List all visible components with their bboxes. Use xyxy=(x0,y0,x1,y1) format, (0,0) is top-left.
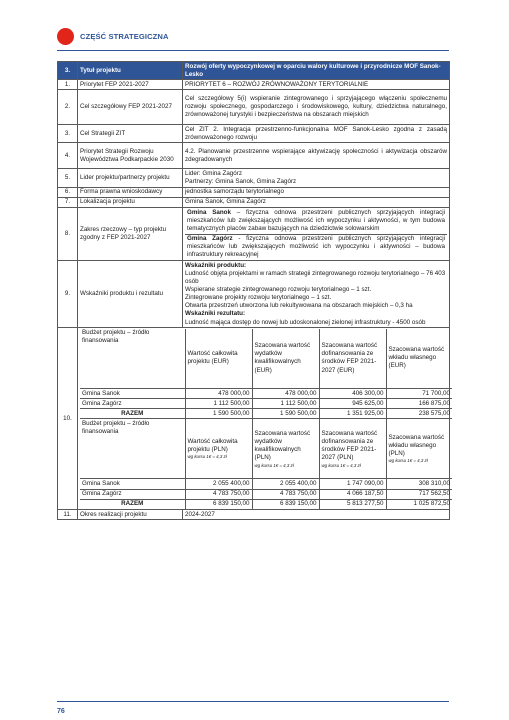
amount: 1 590 500,00 xyxy=(185,409,252,419)
amount: 4 783 750,00 xyxy=(252,489,319,499)
table-row xyxy=(58,80,450,90)
amount: 1 112 500,00 xyxy=(185,399,252,409)
budget-cell xyxy=(78,328,450,510)
row-number: 2. xyxy=(58,90,78,125)
municipality: Gmina Sanok xyxy=(80,479,185,489)
municipality: Gmina Zagórz xyxy=(80,399,185,409)
column-header: Szacowana wartość wkładu własnego (EUR) xyxy=(386,329,452,389)
row-label: Lokalizacja projektu xyxy=(78,197,183,207)
scope-text: – fizyczna odnowa przestrzeni publicznych sprzyjających integracji mieszkańców lub zwiększających możliwość ich wypoczynku i aktywności, w tym budowa tematycznych placów zabaw bazujących na dziedzictwie solowarskim xyxy=(187,208,445,233)
budget-row xyxy=(80,389,452,399)
row-label: Okres realizacji projektu xyxy=(78,510,183,520)
table-row xyxy=(58,510,450,520)
amount: 1 351 925,00 xyxy=(319,409,386,419)
amount: 6 839 150,00 xyxy=(252,499,319,509)
budget-pln-header xyxy=(80,419,452,479)
header-text: Wartość całkowita projektu (PLN) xyxy=(187,438,238,454)
row-value: Gmina Sanok, Gmina Zagórz xyxy=(183,197,450,207)
row-label: Priorytet Strategii Rozwoju Województwa Podkarpackie 2030 xyxy=(78,143,183,169)
row-label: Lider projektu/partnerzy projektu xyxy=(78,169,183,187)
header-rule xyxy=(57,50,449,51)
amount: 4 066 187,50 xyxy=(319,489,386,499)
scope-item xyxy=(185,208,447,234)
row-label: Forma prawna wnioskodawcy xyxy=(78,187,183,197)
table-row xyxy=(58,328,450,510)
row-label: Tytuł projektu xyxy=(78,62,183,80)
product-indicator: Otwarta przestrzeń utworzona lub rekultywowana na obszarach miejskich – 0,3 ha xyxy=(185,302,413,310)
amount: 308 310,00 xyxy=(386,479,452,489)
municipality: Gmina Zagórz xyxy=(80,489,185,499)
amount: 2 055 400,00 xyxy=(185,479,252,489)
column-header xyxy=(386,419,452,479)
row-label: Zakres rzeczowy – typ projektu zgodny z FEP 2021-2027 xyxy=(78,207,183,261)
budget-subtable xyxy=(80,329,452,509)
scope-item xyxy=(185,234,447,260)
row-number: 11. xyxy=(58,510,78,520)
exchange-note: wg kursu 1€ = 4,3 zł xyxy=(388,458,428,464)
row-value: jednostka samorządu terytorialnego xyxy=(183,187,450,197)
table-row xyxy=(58,197,450,207)
table-row xyxy=(58,143,450,169)
header-text: Szacowana wartość wkładu własnego (PLN) xyxy=(388,434,445,458)
municipality: Gmina Sanok xyxy=(80,389,185,399)
partners-text: Partnerzy: Gmina Sanok, Gmina Zagórz xyxy=(185,178,297,186)
column-header: Szacowana wartość dofinansowania ze środków FEP 2021-2027 (EUR) xyxy=(319,329,386,389)
amount: 1 590 500,00 xyxy=(252,409,319,419)
product-indicator: Ludność objęta projektami w ramach strategii zintegrowanego rozwoju terytorialnego – 76 403 osób xyxy=(185,270,446,286)
amount: 406 300,00 xyxy=(319,389,386,399)
table-header-row xyxy=(58,62,450,80)
exchange-note: wg kursu 1€ = 4,3 zł xyxy=(187,454,227,460)
total-label: RAZEM xyxy=(80,409,185,419)
amount: 1 025 872,50 xyxy=(386,499,452,509)
table-row xyxy=(58,187,450,197)
budget-label: Budżet projektu – źródło finansowania xyxy=(80,329,185,389)
amount: 478 000,00 xyxy=(252,389,319,399)
result-indicator: Ludność mająca dostęp do nowej lub udoskonalonej zielonej infrastruktury - 4500 osób xyxy=(185,318,426,326)
municipality-name: Gmina Sanok xyxy=(187,208,231,216)
row-number: 4. xyxy=(58,143,78,169)
amount: 945 625,00 xyxy=(319,399,386,409)
amount: 1 747 090,00 xyxy=(319,479,386,489)
page-header xyxy=(57,26,169,46)
row-value: 4.2. Planowanie przestrzenne wspierające aktywizację społeczności i aktywizacja obszarów zdegradowanych xyxy=(183,143,450,169)
amount: 2 055 400,00 xyxy=(252,479,319,489)
product-indicator: Wspierane strategie zintegrowanego rozwoju terytorialnego – 1 szt. xyxy=(185,286,372,294)
amount: 5 813 277,50 xyxy=(319,499,386,509)
budget-total-row xyxy=(80,499,452,509)
table-row xyxy=(58,169,450,187)
total-label: RAZEM xyxy=(80,499,185,509)
red-circle-icon xyxy=(57,28,74,45)
project-title: Rozwój oferty wypoczynkowej w oparciu walory kulturowe i przyrodnicze MOF Sanok-Lesko xyxy=(183,62,450,80)
header-text: Szacowana wartość wydatków kwalifikowalnych (PLN) xyxy=(254,430,311,462)
exchange-note: wg kursu 1€ = 4,3 zł xyxy=(321,462,361,468)
row-number: 6. xyxy=(58,187,78,197)
amount: 166 875,00 xyxy=(386,399,452,409)
section-title: CZĘŚĆ STRATEGICZNA xyxy=(80,31,169,41)
row-number: 8. xyxy=(58,207,78,261)
amount: 1 112 500,00 xyxy=(252,399,319,409)
indicators xyxy=(183,261,450,328)
amount: 71 700,00 xyxy=(386,389,452,399)
row-number: 7. xyxy=(58,197,78,207)
row-label: Priorytet FEP 2021-2027 xyxy=(78,80,183,90)
table-row xyxy=(58,90,450,125)
column-header: Wartość całkowita projektu (EUR) xyxy=(185,329,252,389)
municipality-name: Gmina Zagórz xyxy=(187,235,233,243)
budget-eur-header xyxy=(80,329,452,389)
footer-rule xyxy=(57,701,449,702)
amount: 478 000,00 xyxy=(185,389,252,399)
table-row xyxy=(58,207,450,261)
scope-subtable xyxy=(185,208,447,260)
row-label: Wskaźniki produktu i rezultatu xyxy=(78,261,183,328)
column-header: Szacowana wartość wydatków kwalifikowalnych (EUR) xyxy=(252,329,319,389)
header-text: Szacowana wartość dofinansowania ze środków FEP 2021-2027 (PLN) xyxy=(321,430,378,462)
project-table xyxy=(57,61,450,520)
column-header xyxy=(319,419,386,479)
row-value: 2024-2027 xyxy=(183,510,450,520)
budget-row xyxy=(80,489,452,499)
row-label: Cel Strategii ZIT xyxy=(78,125,183,143)
row-value: PRIORYTET 6 – ROZWÓJ ZRÓWNOWAŻONY TERYTORIALNIE xyxy=(183,80,450,90)
row-number: 5. xyxy=(58,169,78,187)
budget-label: Budżet projektu – źródło finansowania xyxy=(80,419,185,479)
exchange-note: wg kursu 1€ = 4,3 zł xyxy=(254,462,294,468)
amount: 717 562,50 xyxy=(386,489,452,499)
budget-row xyxy=(80,399,452,409)
amount: 238 575,00 xyxy=(386,409,452,419)
page-number: 76 xyxy=(57,708,65,715)
row-number: 10. xyxy=(58,328,78,510)
amount: 4 783 750,00 xyxy=(185,489,252,499)
scope-text: - fizyczna odnowa przestrzeni publicznych sprzyjających integracji mieszkańców lub zwiększających możliwość ich wypoczynku i aktywności – budowa infrastruktury rekreacyjnej xyxy=(187,235,445,259)
row-value: Cel ZIT 2. Integracja przestrzenno-funkcjonalna MOF Sanok-Lesko zgodna z zasadą zrównoważonego rozwoju xyxy=(183,125,450,143)
row-number: 9. xyxy=(58,261,78,328)
column-header xyxy=(252,419,319,479)
column-header xyxy=(185,419,252,479)
amount: 6 839 150,00 xyxy=(185,499,252,509)
row-value xyxy=(183,207,450,261)
table-row xyxy=(58,261,450,328)
row-number: 3. xyxy=(58,62,78,80)
row-value xyxy=(183,169,450,187)
leader-text: Lider: Gmina Zagórz xyxy=(185,169,242,177)
row-value: Cel szczegółowy 5(i) wspieranie zintegrowanego i sprzyjającego włączeniu społecznemu rozwoju społecznego, gospodarczego i środowiskowego, kultury, dziedzictwa naturalnego, zrównoważonej turystyki i bezpieczeństwa na obszarach miejskich xyxy=(183,90,450,125)
budget-row xyxy=(80,479,452,489)
product-indicators-heading: Wskaźniki produktu: xyxy=(185,261,247,269)
row-number: 1. xyxy=(58,80,78,90)
row-label: Cel szczegółowy FEP 2021-2027 xyxy=(78,90,183,125)
table-row xyxy=(58,125,450,143)
budget-total-row xyxy=(80,409,452,419)
row-number: 3. xyxy=(58,125,78,143)
result-indicators-heading: Wskaźniki rezultatu: xyxy=(185,310,246,318)
product-indicator: Zintegrowane projekty rozwoju terytorialnego – 1 szt. xyxy=(185,294,332,302)
